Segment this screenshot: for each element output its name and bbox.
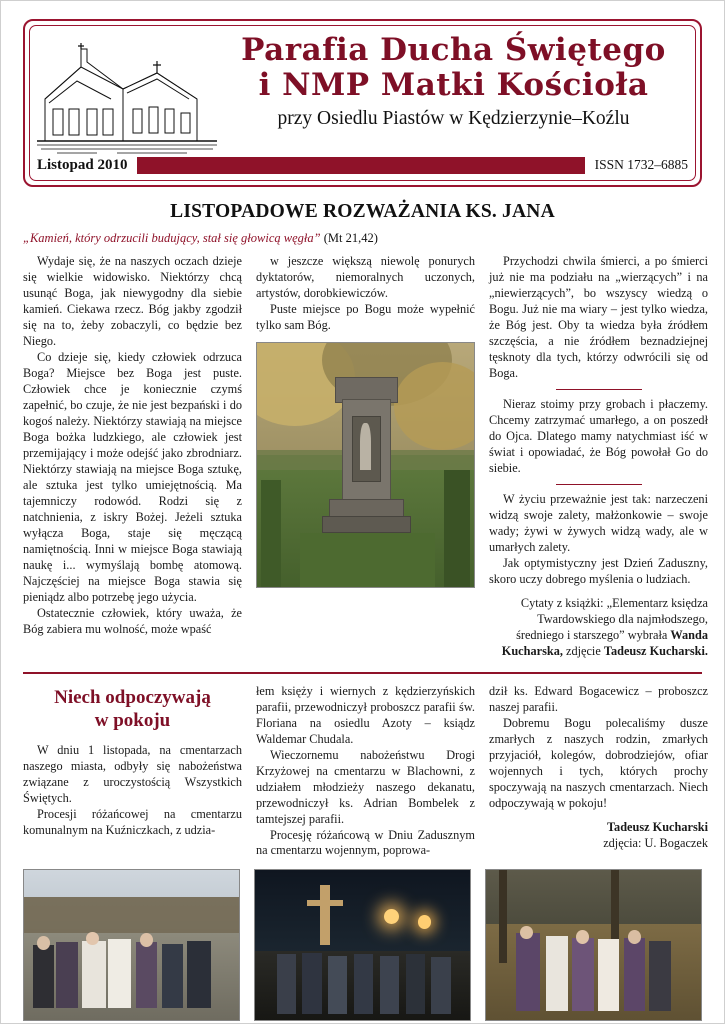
- column-divider: [556, 389, 642, 390]
- lower-headline-line1: Niech odpoczywają: [54, 686, 211, 708]
- photo-war-cemetery: [485, 869, 702, 1021]
- paragraph: W życiu przeważnie jest tak: narzeczeni widzą swoje zalety, małżonkowie – swoje wady; żywi w żywych widzą wady, ale w umarłych zalety.: [489, 491, 708, 554]
- section-divider: [23, 672, 702, 674]
- photo-person: [187, 941, 211, 1009]
- photo-person: [56, 942, 78, 1008]
- photo-face: [140, 933, 153, 947]
- monument-plinth: [322, 516, 411, 533]
- photo-person: [572, 938, 594, 1012]
- photo-person: [649, 941, 671, 1012]
- paragraph: w jeszcze większą niewolę ponurych dyktatorów, niemoralnych uczonych, artystów, dorobkiewiczów.: [256, 254, 475, 300]
- photo-bush-left: [261, 480, 281, 587]
- paragraph: Przychodzi chwila śmierci, a po śmierci już nie ma podziału na „wierzących” i na „niewierzących”, bo wszyscy wiedzą o Bogu. Już nie ma wiary – jest tylko wiedza, że Bóg jest. Oby ta wiedza była źródłem szczęścia, a nie źródłem beznadziejnej tęsknoty dla tych, którzy odwrócili się od Boga.: [489, 254, 708, 380]
- paragraph: Co dzieje się, kiedy człowiek odrzuca Boga? Miejsce bez Boga jest puste. Człowiek chce je koniecznie czymś zapełnić, bo czuje, że nie jest bezpański i do kogoś należy. Niektórzy stawiają na miejsce Boga bożka ludzkiego, ale człowiek jest przemijający i może odejść jako zbrodniarz. Niektórzy stawiają na miejsce Boga sztukę, ale sztuka jest tylko umiejętnością. Ma tajemniczy rodowód. Rodzi się z natchnienia, z iskry Bożej. Jeżeli sztuka wyłącza Boga, staje się męczącą namiętnością. Inni w miejsce Boga stawiają naukę i... wymyślają bombę atomową. Najczęściej na miejsce Boga stawia się pieniądz albo potrzebę jego użycia.: [23, 349, 242, 604]
- paragraph: Wydaje się, że na naszych oczach dzieje się wielkie widowisko. Niektórzy chcą usunąć Boga, jak niewygodny dla siebie kamień. Ciekawa rzecz. Bóg jakby zgodził się na to, żeby zobaczyli, co będzie bez Niego.: [23, 254, 242, 348]
- credit-text-2: zdjęcie: [562, 643, 604, 658]
- photo-monument: [256, 342, 475, 588]
- photo-sky-night: [255, 870, 470, 957]
- article-headline: LISTOPADOWE ROZWAŻANIA KS. JANA: [170, 201, 555, 222]
- article-column-3: [489, 254, 708, 660]
- photo-person: [624, 938, 646, 1012]
- article-column-2: [256, 254, 475, 588]
- monument-figure: [360, 423, 371, 469]
- column-divider: [556, 484, 642, 485]
- signoff-photos: zdjęcia: U. Bogaczek: [603, 835, 708, 850]
- article-columns: [23, 254, 708, 660]
- paragraph: Ostatecznie człowiek, który uważa, że Bóg zabiera mu wolność, może wpaść: [23, 605, 242, 636]
- tree-trunk: [499, 870, 508, 963]
- photo-trees: [24, 897, 239, 936]
- masthead-title-line1: Parafia Ducha Świętego: [241, 32, 666, 68]
- article-column-1: [23, 254, 242, 638]
- masthead-title-block: [221, 33, 686, 130]
- photo-person: [354, 954, 373, 1014]
- signoff-author: Tadeusz Kucharski: [606, 819, 708, 834]
- photo-person: [108, 939, 132, 1008]
- photo-face: [628, 930, 641, 944]
- masthead: [23, 19, 702, 187]
- paragraph: Nieraz stoimy przy grobach i płaczemy. Chcemy zatrzymać umarłego, a on poszedł do Ojca. Dlatego mamy natychmiast iść w świat i opowiadać, że Bóg powołał Go do siebie.: [489, 396, 708, 475]
- photo-person: [328, 956, 347, 1015]
- photo-person: [516, 933, 540, 1011]
- issn-label: ISSN 1732–6885: [594, 157, 688, 172]
- photo-grass-front: [300, 533, 435, 587]
- photo-bush-right: [444, 470, 470, 587]
- photo-person: [82, 941, 106, 1009]
- processional-cross-bar: [307, 900, 344, 906]
- article-motto: [23, 231, 702, 246]
- credit-name-photo: Tadeusz Kucharski.: [603, 643, 708, 658]
- photo-gallery: [23, 869, 702, 1021]
- photo-person: [546, 936, 568, 1011]
- paragraph: Puste miejsce po Bogu może wypełnić tylko sam Bóg.: [256, 301, 475, 332]
- article-motto-text: „Kamień, który odrzucili budujący, stał się głowicą węgła”: [23, 231, 321, 245]
- paragraph: W dniu 1 listopada, na cmentarzach naszego miasta, odbyły się nabożeństwa związane z uroczystością Wszystkich Świętych.: [23, 743, 242, 806]
- lower-signoff: [489, 820, 708, 852]
- photo-person: [136, 942, 158, 1008]
- masthead-footer-bar: [37, 153, 688, 177]
- paragraph: dził ks. Edward Bogacewicz – proboszcz naszej parafii.: [489, 683, 708, 714]
- paragraph: Dobremu Bogu polecaliśmy dusze zmarłych z naszych rodzin, zmarłych przyjaciół, kolegów, dobrodziejów, ofiar wojennych i tych, których prochy spoczywają na naszych cmentarzach. Niech odpoczywają w pokoju!: [489, 715, 708, 810]
- masthead-subtitle: przy Osiedlu Piastów w Kędzierzynie–Koźlu: [277, 108, 630, 130]
- article-credit: [489, 596, 708, 660]
- photo-person: [598, 939, 620, 1011]
- paragraph: łem księży i wiernych z kędzierzyńskich parafii, przewodniczył proboszcz parafii św. Floriana na osiedlu Azoty – ksiądz Waldemar Chudala.: [256, 683, 475, 746]
- photo-person: [431, 957, 450, 1014]
- lower-column-2: [256, 684, 475, 860]
- masthead-red-bar: [137, 157, 584, 174]
- photo-face: [37, 936, 50, 950]
- photo-person: [162, 944, 184, 1009]
- photo-person: [380, 956, 399, 1015]
- paragraph: Procesję różańcową w Dniu Zadusznym na cmentarzu wojennym, poprowa-: [256, 827, 475, 858]
- church-illustration: [37, 37, 217, 155]
- article-motto-reference: (Mt 21,42): [323, 231, 378, 245]
- paragraph: Wieczornemu nabożeństwu Drogi Krzyżowej na cmentarzu w Blachowni, z udziałem młodzieży naszego dekanatu, przewodniczył ks. Adrian Bombelek z tamtejszej parafii.: [256, 747, 475, 826]
- paragraph: Procesji różańcowej na cmentarzu komunalnym na Kuźniczkach, z udzia-: [23, 807, 242, 838]
- lower-column-3: [489, 684, 708, 852]
- photo-way-of-the-cross: [254, 869, 471, 1021]
- photo-person: [33, 945, 55, 1008]
- photo-woods: [486, 870, 701, 930]
- credit-text: Cytaty z książki: „Elementarz księdza Twardowskiego dla najmłodszego, średniego i starszego” wybrała: [516, 595, 708, 642]
- lower-columns: [23, 683, 708, 860]
- lower-headline-line2: w pokoju: [94, 710, 171, 732]
- lower-column-1: [23, 684, 242, 839]
- photo-person: [302, 953, 321, 1015]
- photo-procession-cemetery: [23, 869, 240, 1021]
- processional-cross: [320, 885, 331, 945]
- issue-date: Listopad 2010: [37, 156, 128, 173]
- masthead-title-line2: i NMP Matki Kościoła: [258, 66, 649, 103]
- lower-headline: [23, 686, 242, 734]
- paragraph: Jak optymistyczny jest Dzień Zaduszny, skoro uczy dobrego myślenia o ludziach.: [489, 555, 708, 586]
- credit-name-author: Wanda Kucharska,: [501, 627, 708, 658]
- photo-person: [406, 954, 425, 1014]
- photo-person: [277, 954, 296, 1014]
